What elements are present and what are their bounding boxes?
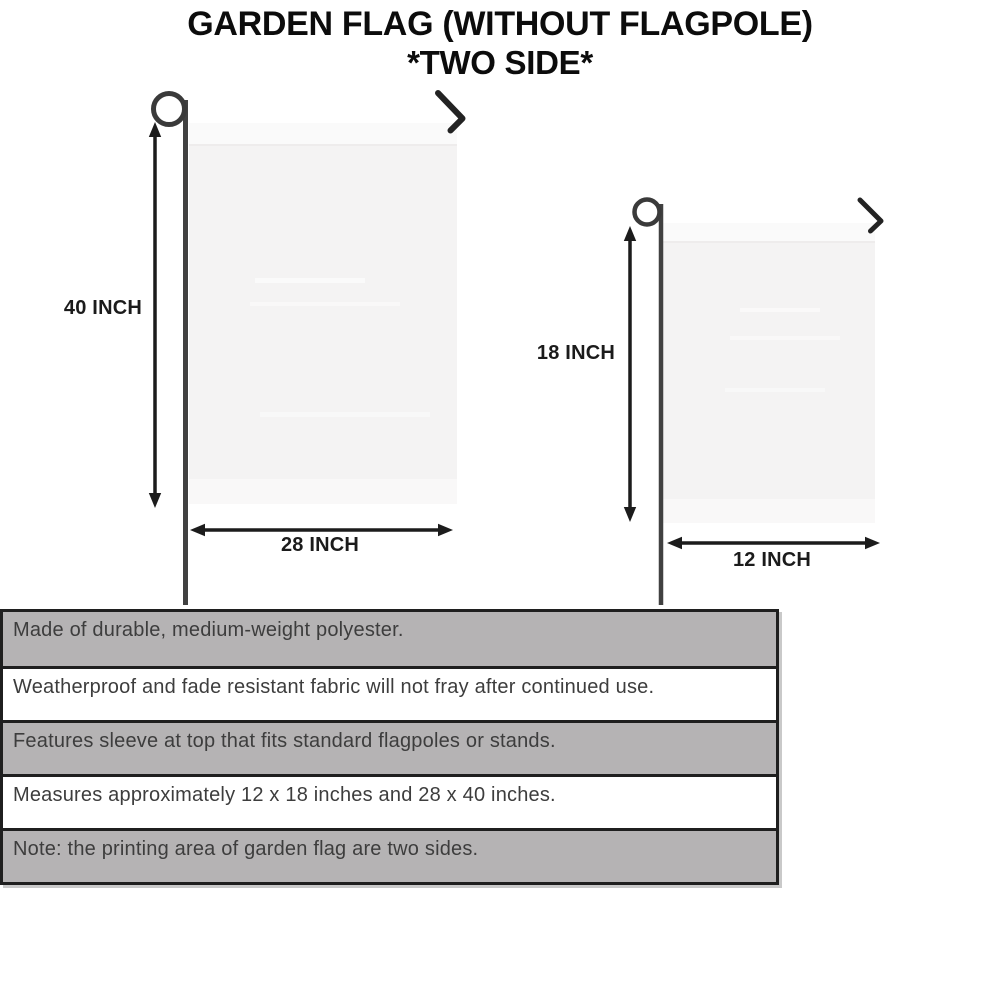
large-flag-pole-loop <box>154 94 185 125</box>
small-flag-sleeve <box>663 223 875 241</box>
large-flag-fabric <box>189 123 457 504</box>
large-flag-bottom-sheen <box>189 479 457 504</box>
feature-row: Made of durable, medium-weight polyester. <box>3 612 776 666</box>
small-flag-height-arrow <box>624 226 636 522</box>
features-table <box>0 609 779 885</box>
small-flag-fabric <box>663 223 875 523</box>
small-flag-group <box>624 200 881 606</box>
page-subtitle: *TWO SIDE* <box>407 44 593 81</box>
small-flag-width-arrow <box>667 537 880 549</box>
large-flag-fabric-sheen <box>250 302 400 306</box>
small-flag-bottom-sheen <box>663 499 875 523</box>
large-flag-fabric-sheen <box>260 412 430 417</box>
large-flag-height-label: 40 INCH <box>63 297 142 319</box>
small-flag-fabric-sheen <box>730 336 840 340</box>
small-flag-width-label: 12 INCH <box>732 549 812 571</box>
large-flag-height-arrow <box>149 122 161 508</box>
small-flag-height-label: 18 INCH <box>536 342 615 364</box>
feature-row: Features sleeve at top that fits standard flagpoles or stands. <box>3 720 776 774</box>
small-flag-fabric-sheen <box>725 388 825 392</box>
page-title: GARDEN FLAG (WITHOUT FLAGPOLE) <box>187 5 813 43</box>
feature-row: Weatherproof and fade resistant fabric will not fray after continued use. <box>3 666 776 720</box>
large-flag-width-label: 28 INCH <box>280 534 360 556</box>
large-flag-fabric-sheen <box>255 278 365 283</box>
feature-row: Measures approximately 12 x 18 inches and 28 x 40 inches. <box>3 774 776 828</box>
large-flag-sleeve <box>189 123 457 144</box>
small-flag-pole-loop <box>635 200 660 225</box>
large-flag-group <box>149 93 463 605</box>
feature-row: Note: the printing area of garden flag are two sides. <box>3 828 776 882</box>
small-flag-fabric-sheen <box>740 308 820 312</box>
